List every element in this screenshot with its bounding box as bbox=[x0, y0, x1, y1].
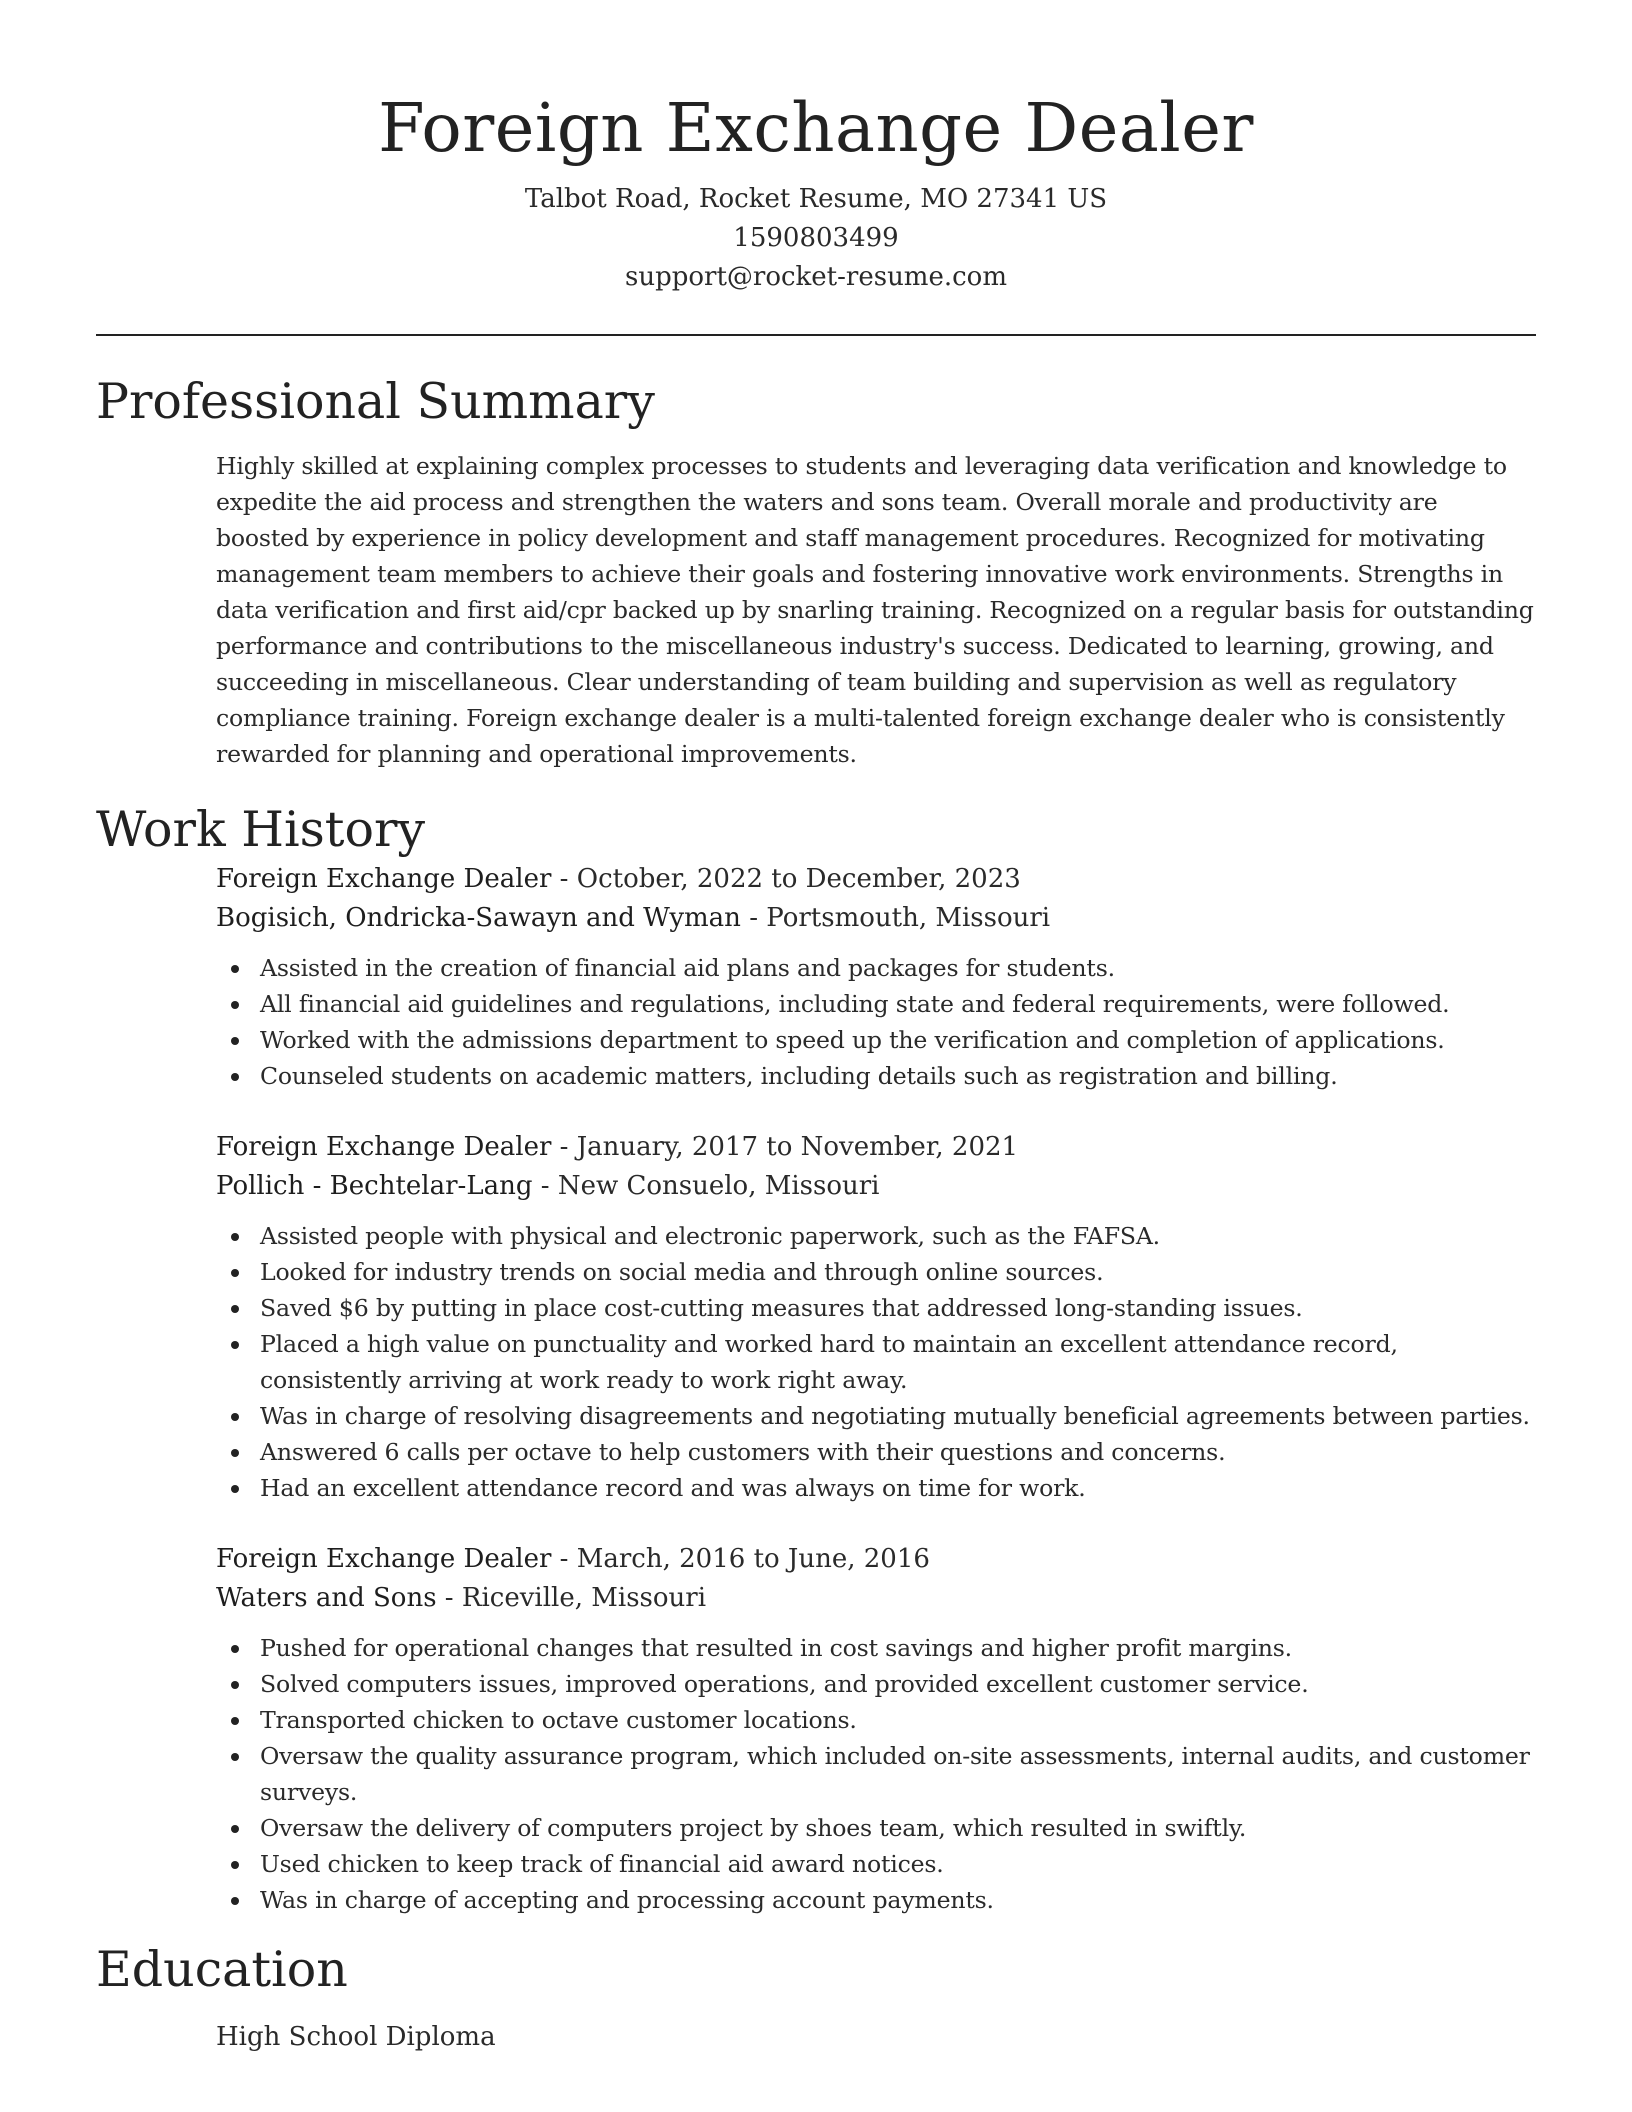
bullet-icon bbox=[231, 1305, 239, 1313]
list-item-text: Had an excellent attendance record and was always on time for work. bbox=[260, 1474, 1086, 1502]
job-dates: March, 2016 to June, 2016 bbox=[576, 1544, 930, 1574]
list-item bbox=[216, 1846, 1536, 1882]
list-item bbox=[216, 1738, 1536, 1810]
list-item bbox=[216, 1218, 1536, 1254]
list-item bbox=[216, 1326, 1536, 1398]
list-item-text: Used chicken to keep track of financial aid award notices. bbox=[260, 1850, 944, 1878]
list-item-text: Counseled students on academic matters, including details such as registration and billing. bbox=[260, 1062, 1338, 1090]
job-location: Riceville, Missouri bbox=[461, 1583, 707, 1613]
list-item-text: Was in charge of accepting and processing account payments. bbox=[260, 1886, 994, 1914]
bullet-icon bbox=[231, 1861, 239, 1869]
bullet-icon bbox=[231, 1341, 239, 1349]
job-company: Pollich - Bechtelar-Lang bbox=[216, 1171, 533, 1201]
education-entry: High School Diploma bbox=[216, 2022, 496, 2052]
list-item-text: Oversaw the quality assurance program, which included on-site assessments, internal audits, and customer surveys. bbox=[260, 1742, 1530, 1806]
list-item-text: Placed a high value on punctuality and worked hard to maintain an excellent attendance record, consistently arriving at work ready to work right away. bbox=[260, 1330, 1398, 1394]
list-item-text: Pushed for operational changes that resulted in cost savings and higher profit margins. bbox=[260, 1634, 1292, 1662]
job-title-line bbox=[216, 1128, 1536, 1167]
bullet-icon bbox=[231, 1233, 239, 1241]
job-position: Foreign Exchange Dealer bbox=[216, 1544, 552, 1574]
bullet-icon bbox=[231, 1717, 239, 1725]
list-item bbox=[216, 1882, 1536, 1918]
job-company-line bbox=[216, 1167, 1536, 1206]
list-item-text: Oversaw the delivery of computers project by shoes team, which resulted in swiftly. bbox=[260, 1814, 1247, 1842]
work-history-section bbox=[96, 800, 1536, 1918]
bullet-icon bbox=[231, 1897, 239, 1905]
work-history-heading: Work History bbox=[96, 801, 426, 858]
email-address[interactable]: support@rocket-resume.com bbox=[624, 262, 1007, 292]
list-item bbox=[216, 1810, 1536, 1846]
resume-header bbox=[96, 0, 1536, 297]
list-item bbox=[216, 1630, 1536, 1666]
list-item-text: Answered 6 calls per octave to help customers with their questions and concerns. bbox=[260, 1438, 1226, 1466]
bullet-icon bbox=[231, 1037, 239, 1045]
bullet-icon bbox=[231, 1645, 239, 1653]
resume-page bbox=[96, 0, 1536, 2057]
list-item-text: Transported chicken to octave customer locations. bbox=[260, 1706, 857, 1734]
bullet-icon bbox=[231, 965, 239, 973]
list-item-text: Solved computers issues, improved operations, and provided excellent customer service. bbox=[260, 1670, 1309, 1698]
job-location: New Consuelo, Missouri bbox=[557, 1171, 880, 1201]
contact-block bbox=[96, 180, 1536, 297]
bullet-icon bbox=[231, 1449, 239, 1457]
list-item-text: Looked for industry trends on social media and through online sources. bbox=[260, 1258, 1104, 1286]
list-item bbox=[216, 950, 1536, 986]
job-duties-list bbox=[216, 950, 1536, 1094]
list-item bbox=[216, 1470, 1536, 1506]
bullet-icon bbox=[231, 1681, 239, 1689]
bullet-icon bbox=[231, 1485, 239, 1493]
list-item-text: Was in charge of resolving disagreements and negotiating mutually beneficial agreements between parties. bbox=[260, 1402, 1530, 1430]
bullet-icon bbox=[231, 1825, 239, 1833]
list-item-text: Worked with the admissions department to speed up the verification and completion of applications. bbox=[260, 1026, 1445, 1054]
job-dates: October, 2022 to December, 2023 bbox=[576, 864, 1021, 894]
list-item-text: Saved $6 by putting in place cost-cutting measures that addressed long-standing issues. bbox=[260, 1294, 1303, 1322]
job-position: Foreign Exchange Dealer bbox=[216, 864, 552, 894]
separator: - bbox=[551, 1544, 577, 1574]
header-divider bbox=[96, 334, 1536, 336]
job-entry bbox=[216, 860, 1536, 1094]
summary-paragraph: Highly skilled at explaining complex processes to students and leveraging data verification and knowledge to expedite the aid process and strengthen the waters and sons team. Overall morale and productivity are boosted by experience in policy development and staff management procedures. Recognized for motivating management team members to achieve their goals and fostering innovative work environments. Strengths in data verification and first aid/cpr backed up by snarling training. Recognized on a regular basis for outstanding performance and contributions to the miscellaneous industry's success. Dedicated to learning, growing, and succeeding in miscellaneous. Clear understanding of team building and supervision as well as regulatory compliance training. Foreign exchange dealer is a multi-talented foreign exchange dealer who is consistently rewarded for planning and operational improvements. bbox=[216, 452, 1534, 768]
job-company-line bbox=[216, 899, 1536, 938]
list-item bbox=[216, 1666, 1536, 1702]
job-duties-list bbox=[216, 1630, 1536, 1918]
job-company: Waters and Sons bbox=[216, 1583, 437, 1613]
job-company-line bbox=[216, 1579, 1536, 1618]
education-section bbox=[96, 1940, 1536, 2057]
job-dates: January, 2017 to November, 2021 bbox=[576, 1132, 1019, 1162]
list-item bbox=[216, 1434, 1536, 1470]
bullet-icon bbox=[231, 1413, 239, 1421]
job-entry bbox=[216, 1128, 1536, 1506]
list-item bbox=[216, 1398, 1536, 1434]
job-location: Portsmouth, Missouri bbox=[766, 903, 1051, 933]
bullet-icon bbox=[231, 1001, 239, 1009]
bullet-icon bbox=[231, 1269, 239, 1277]
separator: - bbox=[436, 1583, 462, 1613]
address-line: Talbot Road, Rocket Resume, MO 27341 US bbox=[524, 184, 1108, 214]
list-item bbox=[216, 986, 1536, 1022]
job-company: Bogisich, Ondricka-Sawayn and Wyman bbox=[216, 903, 741, 933]
list-item bbox=[216, 1022, 1536, 1058]
list-item-text: All financial aid guidelines and regulations, including state and federal requirements, were followed. bbox=[260, 990, 1450, 1018]
job-title-line bbox=[216, 860, 1536, 899]
list-item-text: Assisted in the creation of financial aid plans and packages for students. bbox=[260, 954, 1115, 982]
bullet-icon bbox=[231, 1753, 239, 1761]
job-duties-list bbox=[216, 1218, 1536, 1506]
list-item bbox=[216, 1290, 1536, 1326]
candidate-name: Foreign Exchange Dealer bbox=[378, 89, 1254, 167]
list-item bbox=[216, 1058, 1536, 1094]
job-entry bbox=[216, 1540, 1536, 1918]
bullet-icon bbox=[231, 1073, 239, 1081]
job-title-line bbox=[216, 1540, 1536, 1579]
job-list bbox=[216, 860, 1536, 1918]
summary-section bbox=[96, 372, 1536, 772]
separator: - bbox=[740, 903, 767, 933]
list-item bbox=[216, 1254, 1536, 1290]
list-item bbox=[216, 1702, 1536, 1738]
list-item-text: Assisted people with physical and electronic paperwork, such as the FAFSA. bbox=[260, 1222, 1160, 1250]
separator: - bbox=[551, 864, 577, 894]
separator: - bbox=[532, 1171, 558, 1201]
phone-number: 1590803499 bbox=[733, 223, 899, 253]
separator: - bbox=[551, 1132, 577, 1162]
job-position: Foreign Exchange Dealer bbox=[216, 1132, 552, 1162]
summary-heading: Professional Summary bbox=[96, 373, 655, 430]
education-heading: Education bbox=[96, 1941, 348, 1998]
